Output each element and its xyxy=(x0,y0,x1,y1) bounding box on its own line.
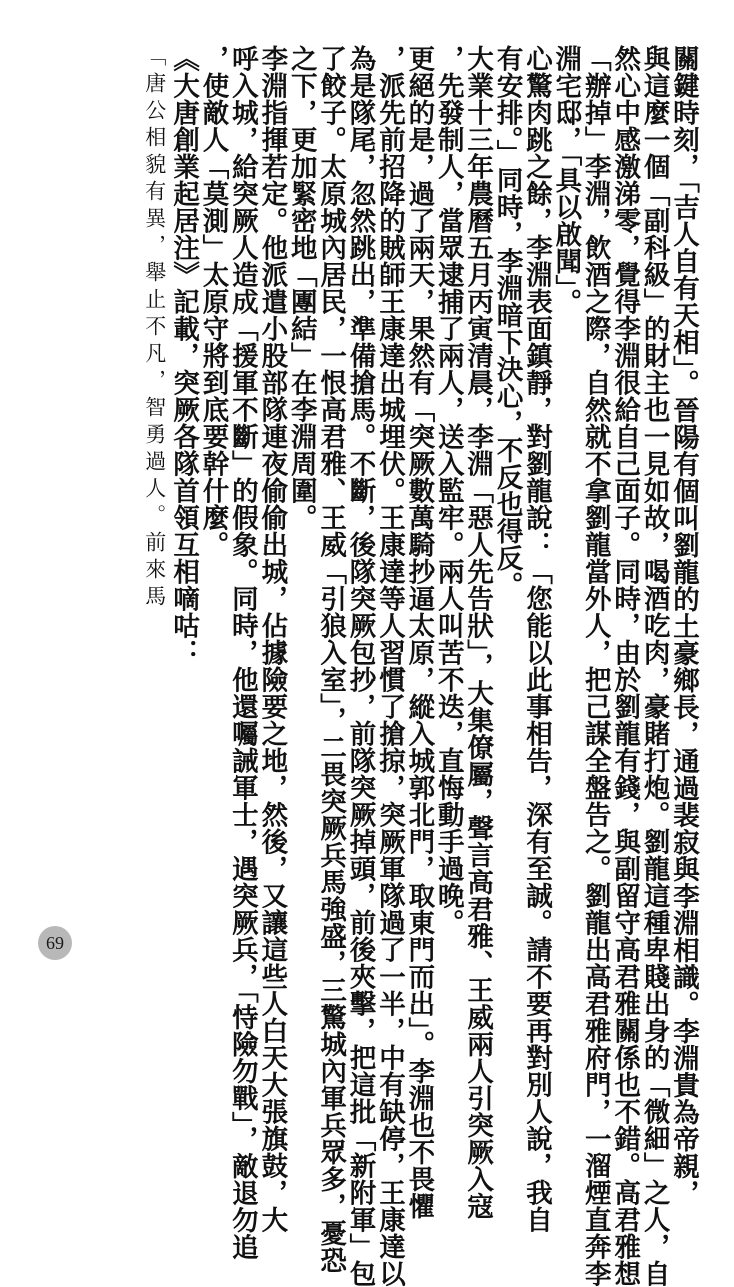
text-column: 李淵指揮若定。他派遣小股部隊連夜偷偷出城，佔據險要之地，然後，又讓這些人白天大張旗鼓，大 xyxy=(256,45,288,1233)
text-column: 《大唐創業起居注》記載，突厥各隊首領互相嘀咕： xyxy=(168,45,200,666)
text-column: ，先發制人，當眾逮捕了兩人，送入監牢。兩人叫苦不迭，直悔動手過晚。 xyxy=(432,45,464,936)
text-column: 更絕的是，過了兩天，果然有「突厥數萬騎抄逼太原，縱入城郭北門，取東門而出」。李淵也不畏懼 xyxy=(403,45,435,1220)
text-column: 了餃子。太原城內居民，一恨高君雅、王威「引狼入室」，二畏突厥兵馬強盛，三驚城內軍兵眾多，憂恐 xyxy=(315,45,347,1274)
text-column: 心驚肉跳之餘，李淵表面鎮靜，對劉龍說：「您能以此事相告，深有至誠。請不要再對別人說，我自 xyxy=(520,45,552,1233)
page-number: 69 xyxy=(46,932,64,953)
quote-column: 「唐公相貌有異，舉止不凡，智勇過人。前來馬 xyxy=(142,45,167,612)
text-column: 之下，更加緊密地「團結」在李淵周圍。 xyxy=(285,45,317,531)
text-column: 有安排。」同時，李淵暗下決心，不反也得反。 xyxy=(491,45,523,599)
text-column: 與這麼一個「副科級」的財主也一見如故，喝酒吃肉，豪賭打炮。劉龍這種卑賤出身的「微細」之人，自 xyxy=(638,45,670,1287)
text-column: 然心中感激涕零，覺得李淵很給自己面子。同時，由於劉龍有錢，與副留守高君雅關係也不錯。高君雅想 xyxy=(609,45,641,1287)
page-number-badge xyxy=(38,926,72,960)
text-column: 關鍵時刻，「吉人自有天相」。晉陽有個叫劉龍的土豪鄉長，通過裴寂與李淵相識。李淵貴為帝親， xyxy=(668,45,699,1207)
text-column: ，使敵人「莫測」太原守將到底要幹什麼。 xyxy=(197,45,229,558)
text-column: 「辦掉」李淵，飲酒之際，自然就不拿劉龍當外人，把己謀全盤告之。劉龍出高君雅府門，一溜煙直奔李 xyxy=(579,45,611,1287)
text-column: 大業十三年農曆五月丙寅清晨，李淵「惡人先告狀」，大集僚屬，聲言高君雅、王威兩人引突厥入寇 xyxy=(462,45,494,1220)
vertical-text-block xyxy=(139,45,699,1287)
text-column: 為是隊尾，忽然跳出，準備搶馬。不斷，後隊突厥包抄，前隊突厥掉頭，前後夾擊，把這批「新附軍」包 xyxy=(344,45,376,1287)
text-column: ，派先前招降的賊師王康達出城埋伏。王康達等人習慣了搶掠，突厥軍隊過了一半，中有缺停，王康達以 xyxy=(373,45,405,1287)
text-column: 呼入城，給突厥人造成「援軍不斷」的假象。同時，他還囑誡軍士，遇突厥兵，「恃險勿戰」，敵退勿追 xyxy=(226,45,258,1261)
text-column: 淵宅邸，「具以啟聞」。 xyxy=(550,45,582,316)
